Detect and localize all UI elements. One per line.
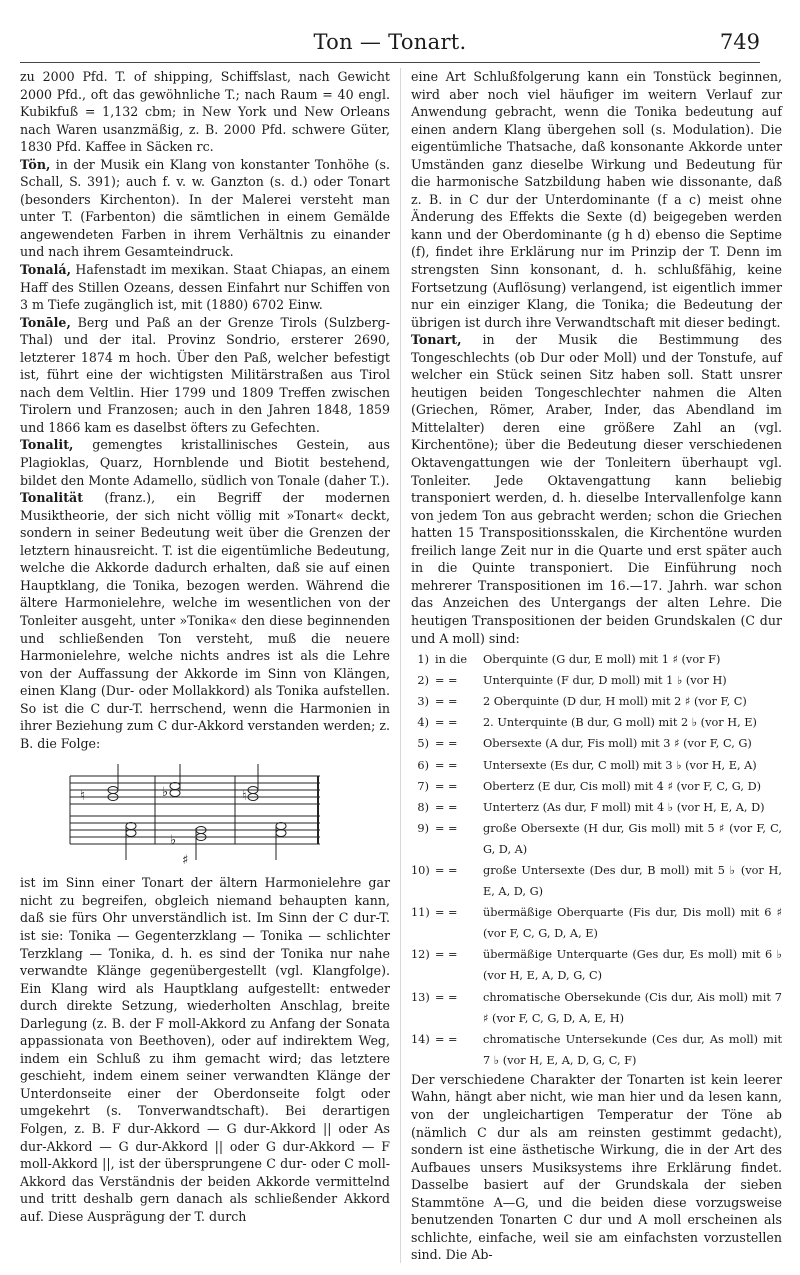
list-item-prefix: = = (435, 716, 458, 730)
list-item-text: Unterquinte (F dur, D moll) mit 1 ♭ (vor H) (483, 674, 727, 688)
right-column (411, 68, 782, 1264)
page-number: 749 (719, 30, 760, 54)
svg-text:♯: ♯ (182, 853, 189, 869)
svg-text:♭: ♭ (162, 785, 169, 801)
svg-text:♮: ♮ (242, 789, 247, 805)
list-item-number: 5) (417, 737, 429, 751)
list-item-prefix: = = (435, 779, 458, 793)
list-item-text: chromatische Obersekunde (Cis dur, Ais moll) mit 7 ♯ (vor F, C, G, D, A, E, H) (483, 990, 782, 1025)
list-item-number: 10) (411, 863, 430, 877)
list-item-number: 4) (417, 716, 429, 730)
list-item-prefix: in die (435, 653, 468, 667)
list-item-number: 14) (411, 1032, 430, 1046)
list-item-number: 9) (417, 821, 429, 835)
list-item-number: 13) (411, 990, 430, 1004)
list-item-number: 8) (417, 800, 429, 814)
headword: Tonalität (20, 490, 84, 506)
svg-text:♮: ♮ (80, 788, 86, 805)
list-item-text: Unterterz (As dur, F moll) mit 4 ♭ (vor H, E, A, D) (483, 800, 765, 814)
list-item-text: chromatische Untersekunde (Ces dur, As moll) mit 7 ♭ (vor H, E, A, D, G, C, F) (483, 1032, 782, 1067)
list-item (411, 902, 782, 944)
list-item-prefix: = = (435, 737, 458, 751)
list-item-prefix: = = (435, 990, 458, 1004)
column-divider (400, 68, 401, 1263)
left-column (20, 68, 390, 1225)
entry-tonalit (20, 436, 390, 489)
list-item-prefix: = = (435, 863, 458, 877)
entry-text: Berg und Paß an der Grenze Tirols (Sulzberg-Thal) und der ital. Provinz Sondrio, ersterer 2690, letzterer 1874 m hoch. Über den Paß, welcher befestigt ist, führt eine der wichtigsten Militärstraßen aus Tirol nach dem Veltlin. Hier 1799 und 1809 Treffen zwischen Tirolern und Franzosen; auch in den Jahren 1848, 1859 und 1866 kam es daselbst öfters zu Gefechten. (20, 314, 390, 435)
list-item-text: große Obersexte (H dur, Gis moll) mit 5 ♯ (vor F, C, G, D, A) (483, 821, 782, 856)
list-item-number: 6) (417, 758, 429, 772)
list-item-number: 7) (417, 779, 429, 793)
list-item-text: Obersexte (A dur, Fis moll) mit 3 ♯ (vor F, C, G) (483, 737, 752, 751)
svg-text:♭: ♭ (170, 833, 177, 849)
entry-ton (20, 156, 390, 261)
headword: Tonāle, (20, 314, 71, 330)
list-item (411, 712, 782, 733)
list-item (411, 944, 782, 986)
transposition-list (411, 649, 782, 1071)
list-item (411, 776, 782, 797)
headword: Tonalit, (20, 437, 74, 453)
list-item-text: übermäßige Oberquarte (Fis dur, Dis moll) mit 6 ♯ (vor F, C, G, D, A, E) (483, 906, 782, 941)
list-item-prefix: = = (435, 1032, 458, 1046)
list-item (411, 797, 782, 818)
list-item (411, 818, 782, 860)
entry-text: in der Musik die Bestimmung des Tongeschlechts (ob Dur oder Moll) und der Tonstufe, auf welcher ein Stück seinen Sitz haben soll. Statt unsrer heutigen beiden Tongeschlechter nahmen die Alten (Griechen, Römer, Araber, Inder, das Abendland im Mittelalter) deren eine größere Zahl an (vgl. Kirchentöne); über die Bedeutung dieser verschiedenen Oktavengattungen wie der Tonleitern überhaupt vgl. Tonleiter. Jede Oktavengattung kann beliebig transponiert werden, d. h. dieselbe Intervallenfolge kann von jedem Ton aus gebracht werden; schon die Griechen hatten 15 Transpositionsskalen, die Kirchentöne wurden freilich lange Zeit nur in die Quarte und erst später auch in die Quinte transponiert. Die Einführung noch mehrerer Transpositionen im 16.—17. Jahrh. war schon das Anzeichen des Untergangs der alten Lehre. Die heutigen Transpositionen der beiden Grundskalen (C dur und A moll) sind: (411, 332, 782, 646)
list-item-number: 11) (411, 906, 430, 920)
continued-paragraph: zu 2000 Pfd. T. of shipping, Schiffslast, nach Gewicht 2000 Pfd., oft das gewöhnliche T.; nach Raum = 40 engl. Kubikfuß = 1,132 cbm; in New York und New Orleans nach Waren usanzmäßig, z. B. 2000 Pfd. schwere Güter, 1830 Pfd. Kaffee in Säcken rc. (20, 69, 390, 155)
entry-text: gemengtes kristallinisches Gestein, aus Plagioklas, Quarz, Hornblende und Biotit bestehend, bildet den Monte Adamello, südlich von Tonale (daher T.). (20, 437, 390, 488)
headword: Tonalá, (20, 262, 71, 278)
list-item-text: Oberquinte (G dur, E moll) mit 1 ♯ (vor F) (483, 653, 721, 667)
list-item-prefix: = = (435, 821, 458, 835)
list-item-text: große Untersexte (Des dur, B moll) mit 5 ♭ (vor H, E, A, D, G) (483, 863, 782, 899)
list-item-number: 2) (417, 674, 429, 688)
entry-text: Hafenstadt im mexikan. Staat Chiapas, an einem Haff des Stillen Ozeans, dessen Einfahrt nur Schiffen von 3 m Tiefe zugänglich ist, mit (1880) 6702 Einw. (20, 262, 390, 313)
entry-tonale (20, 314, 390, 437)
headword: Tonart, (411, 332, 462, 348)
entry-tonala (20, 261, 390, 314)
list-item-prefix: = = (435, 800, 458, 814)
entry-tonart (411, 331, 782, 647)
list-item-prefix: = = (435, 674, 458, 688)
list-item-text: Oberterz (E dur, Cis moll) mit 4 ♯ (vor F, C, G, D) (483, 779, 762, 793)
list-item (411, 755, 782, 776)
header-rule (20, 62, 760, 63)
entry-text: (franz.), ein Begriff der modernen Musiktheorie, der sich nicht völlig mit »Tonart« deckt, sondern in seiner Bedeutung weit über die Grenzen der letztern hinausreicht. T. ist die eigentümliche Bedeutung, welche die Akkorde dadurch erhalten, daß sie auf einen Hauptklang, die Tonika, bezogen werden. Während die ältere Harmonielehre, welche im wesentlichen von der Tonleiter ausgeht, unter »Tonika« den diese beginnenden und schließenden Ton versteht, muß die neuere Harmonielehre, welche nichts andres ist als die Lehre von der Auffassung der Akkorde im Sinn von Klängen, einen Klang (Dur- oder Mollakkord) als Tonika aufstellen. So ist die C dur-T. herrschend, wenn die Harmonien in ihrer Beziehung zum C dur-Akkord verstanden werden; z. B. die Folge: (20, 490, 390, 751)
headword: Tön, (20, 156, 51, 172)
list-item (411, 691, 782, 712)
closing-paragraph: Der verschiedene Charakter der Tonarten ist kein leerer Wahn, hängt aber nicht, wie man hier und da lesen kann, von der ungleichartigen Temperatur der Töne ab (nämlich C dur als am reinsten gestimmt gedacht), sondern ist eine ästhetische Wirkung, die in der Art des Aufbaues unsers Musiksystems ihre Erklärung findet. Dasselbe basiert auf der Grundskala der sieben Stammtöne A—G, und die beiden diese vorzugsweise benutzenden Tonarten C dur und A moll erscheinen als schlichte, einfache, weil sie am einfachsten vorzustellen sind. Die Ab- (411, 1071, 782, 1263)
running-head: Ton — Tonart. (313, 30, 467, 54)
list-item-prefix: = = (435, 758, 458, 772)
continued-paragraph-2: ist im Sinn einer Tonart der ältern Harmonielehre gar nicht zu begreifen, obgleich niemand behaupten kann, daß sie fürs Ohr unverständlich ist. Im Sinn der C dur-T. ist sie: Tonika — Gegenterzklang — Tonika — schlichter Terzklang — Tonika, d. h. es sind der Tonika nur nahe verwandte Klänge gegenübergestellt (vgl. Klangfolge). Ein Klang wird als Hauptklang aufgestellt: entweder durch direkte Setzung, wiederholten Anschlag, breite Darlegung (z. B. der F moll-Akkord zu Anfang der Sonata appassionata von Beethoven), oder auf indirektem Weg, indem ein Schluß zu ihm gemacht wird; das letztere geschieht, indem einem seiner verwandten Klänge der Unterdonseite einer der Oberdonseite folgt oder umgekehrt (s. Tonverwandtschaft). Bei derartigen Folgen, z. B. F dur-Akkord — G dur-Akkord || oder As dur-Akkord — G dur-Akkord || oder G dur-Akkord — F moll-Akkord ||, ist der übersprungene C dur- oder C moll-Akkord das Verständnis der beiden Akkorde vermittelnd und tritt deshalb gern danach als schließender Akkord auf. Diese Ausprägung der T. durch (20, 875, 390, 1224)
list-item-text: 2. Unterquinte (B dur, G moll) mit 2 ♭ (vor H, E) (483, 716, 757, 730)
list-item (411, 860, 782, 902)
list-item (411, 733, 782, 754)
list-item (411, 670, 782, 691)
page-header (20, 28, 760, 64)
list-item-prefix: = = (435, 906, 458, 920)
continued-paragraph: eine Art Schlußfolgerung kann ein Tonstück beginnen, wird aber noch viel häufiger im weitern Verlauf zur Anwendung gebracht, wenn die Tonika bedeutung auf einen andern Klang übergehen soll (s. Modulation). Die eigentümliche Thatsache, daß konsonante Akkorde unter Umständen ganz dieselbe Wirkung und Bedeutung für die harmonische Satzbildung haben wie dissonante, daß z. B. in C dur der Unterdominante (f a c) meist ohne Änderung des Effekts die Sexte (d) beigegeben werden kann und der Oberdominante (g h d) ebenso die Septime (f), findet ihre Erklärung nur im Prinzip der T. Denn im strengsten Sinn konsonant, d. h. schlußfähig, keine Fortsetzung (Auflösung) verlangend, ist eigentlich immer nur ein einziger Klang, die Tonika; die Bedeutung der übrigen ist durch ihre Verwandtschaft mit dieser bedingt. (411, 69, 782, 330)
list-item-prefix: = = (435, 948, 458, 962)
music-staff-example (20, 756, 390, 868)
list-item-text: Untersexte (Es dur, C moll) mit 3 ♭ (vor H, E, A) (483, 758, 757, 772)
list-item (411, 1029, 782, 1071)
list-item-number: 1) (417, 653, 429, 667)
entry-tonalitaet (20, 489, 390, 752)
list-item-number: 12) (411, 948, 430, 962)
list-item-number: 3) (417, 695, 429, 709)
list-item-prefix: = = (435, 695, 458, 709)
entry-text: in der Musik ein Klang von konstanter Tonhöhe (s. Schall, S. 391); auch f. v. w. Ganzton (s. d.) oder Tonart (besonders Kirchenton). In der Malerei versteht man unter T. (Farbenton) die sämtlichen in einem Gemälde angewendeten Farben in ihrem Verhältnis zu einander und nach ihrem Gesamteindruck. (20, 156, 390, 260)
list-item-text: 2 Oberquinte (D dur, H moll) mit 2 ♯ (vor F, C) (483, 695, 747, 709)
list-item (411, 987, 782, 1029)
list-item-text: übermäßige Unterquarte (Ges dur, Es moll) mit 6 ♭ (vor H, E, A, D, G, C) (483, 948, 782, 983)
list-item (411, 649, 782, 670)
